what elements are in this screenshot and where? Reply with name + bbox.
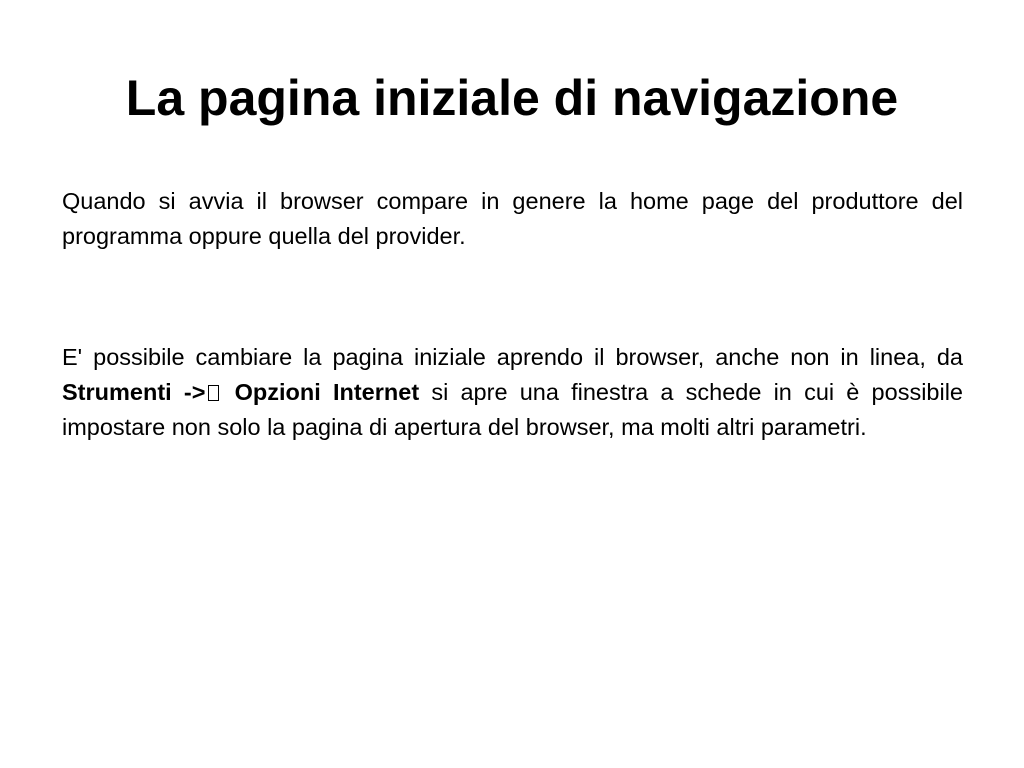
paragraph-home-page-text: Quando si avvia il browser compare in genere la home page del produttore del programma oppure quella del provider. <box>62 188 963 249</box>
paragraph-text-before: E' possibile cambiare la pagina iniziale aprendo il browser, anche non in linea, da <box>62 344 963 370</box>
menu-opzioni-internet-label: Opzioni Internet <box>234 379 420 405</box>
slide-title: La pagina iniziale di navigazione <box>125 70 899 126</box>
menu-strumenti-label: Strumenti -> <box>62 379 206 405</box>
paragraph-home-page <box>62 184 963 254</box>
paragraph-text-after: si apre una finestra a schede in cui è possibile impostare non solo la pagina di apertura del browser, ma molti altri parametri. <box>62 379 963 440</box>
missing-glyph-box-icon <box>208 385 219 401</box>
paragraph-change-home-page <box>62 340 963 445</box>
